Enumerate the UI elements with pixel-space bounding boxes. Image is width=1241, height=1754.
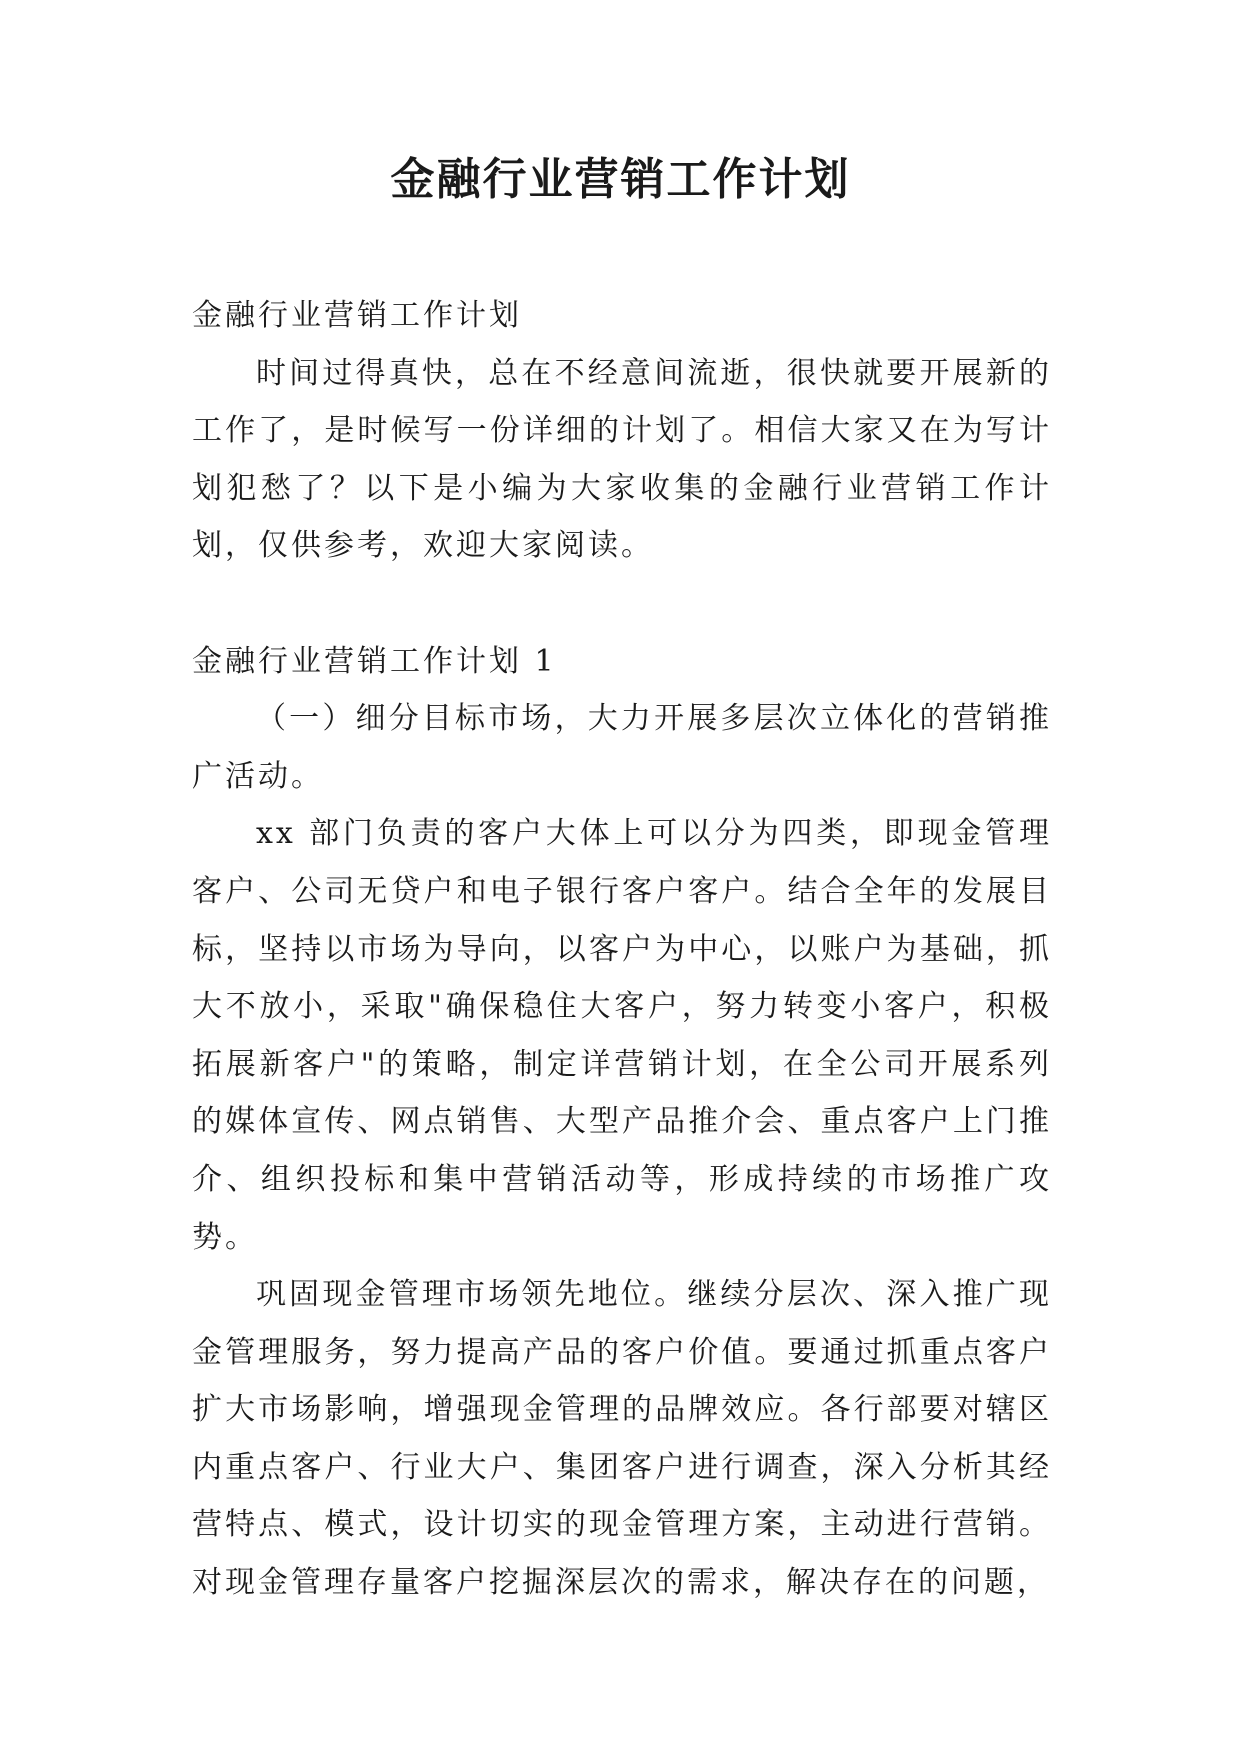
section-heading-plan-1: 金融行业营销工作计划 1 <box>192 643 557 679</box>
subheading-segment-market: （一）细分目标市场，大力开展多层次立体化的营销推广活动。 <box>192 701 1052 794</box>
document-body <box>192 287 1052 1612</box>
intro-paragraph: 时间过得真快，总在不经意间流逝，很快就要开展新的工作了，是时候写一份详细的计划了。相信大家又在为写计划犯愁了？以下是小编为大家收集的金融行业营销工作计划，仅供参考，欢迎大家阅读。 <box>192 355 1052 564</box>
section-heading-intro: 金融行业营销工作计划 <box>192 298 522 333</box>
paragraph-cash-management: 巩固现金管理市场领先地位。继续分层次、深入推广现金管理服务，努力提高产品的客户价值。要通过抓重点客户扩大市场影响，增强现金管理的品牌效应。各行部要对辖区内重点客户、行业大户、集团客户进行调查，深入分析其经营特点、模式，设计切实的现金管理方案，主动进行营销。对现金管理存量客户挖掘深层次的需求，解决存在的问题， <box>192 1277 1052 1601</box>
document-title: 金融行业营销工作计划 <box>390 154 851 205</box>
paragraph-customer-types: xx 部门负责的客户大体上可以分为四类，即现金管理客户、公司无贷户和电子银行客户客户。结合全年的发展目标，坚持以市场为导向，以客户为中心，以账户为基础，抓大不放小，采取"确保稳住大客户，努力转变小客户，积极拓展新客户"的策略，制定详营销计划，在全公司开展系列的媒体宣传、网点销售、大型产品推介会、重点客户上门推介、组织投标和集中营销活动等，形成持续的市场推广攻势。 <box>192 816 1052 1255</box>
